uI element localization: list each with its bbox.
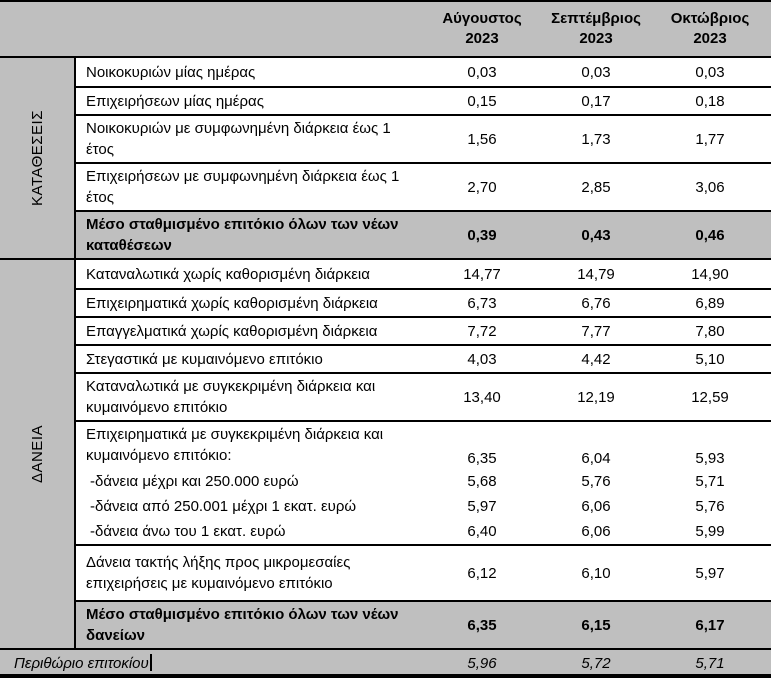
section-label-text: ΔΑΝΕΙΑ <box>28 424 46 484</box>
loans-rows <box>76 260 771 648</box>
cell-value-aug[interactable]: 4,03 <box>467 350 497 368</box>
cell-value-sep[interactable]: 6,15 <box>581 616 611 634</box>
column-header-september[interactable] <box>539 9 653 49</box>
table-row <box>76 114 771 162</box>
cell-value-sep[interactable]: 6,04 <box>581 450 611 467</box>
cell-value-aug[interactable]: 5,68 <box>467 473 497 490</box>
cell-value-sep[interactable]: 6,06 <box>581 523 611 540</box>
cell-value-sep[interactable]: 14,79 <box>577 265 615 283</box>
cell-value-oct[interactable]: 5,97 <box>695 564 725 582</box>
row-label[interactable]: -δάνεια μέχρι και 250.000 ευρώ <box>90 473 299 490</box>
table-row-group-head <box>76 420 771 469</box>
section-loans <box>0 260 771 650</box>
cell-value-oct[interactable]: 0,18 <box>695 92 725 110</box>
row-label[interactable]: Νοικοκυριών μίας ημέρας <box>86 63 256 81</box>
cell-value-sep[interactable]: 6,10 <box>581 564 611 582</box>
table-row <box>76 288 771 316</box>
row-label[interactable]: Επαγγελματικά χωρίς καθορισμένη διάρκεια <box>86 322 378 340</box>
cell-value-aug[interactable]: 1,56 <box>467 130 497 148</box>
cell-value-aug[interactable]: 0,03 <box>467 63 497 81</box>
cell-value-oct[interactable]: 5,76 <box>695 498 725 515</box>
footer-row-margin <box>0 650 771 677</box>
table-row <box>76 316 771 344</box>
row-label[interactable]: Επιχειρηματικά χωρίς καθορισμένη διάρκεια <box>86 294 378 312</box>
cell-value-sep[interactable]: 5,72 <box>581 655 611 672</box>
cell-value-oct[interactable]: 14,90 <box>691 265 729 283</box>
table-sub-row <box>76 494 771 519</box>
column-header-august[interactable] <box>425 9 539 49</box>
row-label[interactable]: Μέσο σταθμισμένο επιτόκιο όλων των νέων καταθέσεων <box>86 216 399 254</box>
cell-value-aug[interactable]: 0,15 <box>467 92 497 110</box>
cell-value-sep[interactable]: 2,85 <box>581 178 611 196</box>
table-row <box>76 544 771 600</box>
row-label[interactable]: Επιχειρηματικά με συγκεκριμένη διάρκεια και κυμαινόμενο επιτόκιο: <box>86 426 384 464</box>
section-deposits <box>0 58 771 260</box>
cell-value-oct[interactable]: 6,89 <box>695 294 725 312</box>
cell-value-sep[interactable]: 6,76 <box>581 294 611 312</box>
cell-value-oct[interactable]: 0,03 <box>695 63 725 81</box>
column-year: 2023 <box>693 30 727 47</box>
row-label[interactable]: Καταναλωτικά χωρίς καθορισμένη διάρκεια <box>86 265 370 283</box>
deposits-rows <box>76 58 771 258</box>
cell-value-aug[interactable]: 13,40 <box>463 388 501 406</box>
cell-value-oct[interactable]: 5,99 <box>695 523 725 540</box>
cell-value-sep[interactable]: 7,77 <box>581 322 611 340</box>
table-header-row <box>0 2 771 58</box>
table-row <box>76 86 771 114</box>
row-label[interactable]: Επιχειρήσεων με συμφωνημένη διάρκεια έως 1 έτος <box>86 168 400 206</box>
cell-value-oct[interactable]: 3,06 <box>695 178 725 196</box>
cell-value-sep[interactable]: 0,03 <box>581 63 611 81</box>
section-label-text: ΚΑΤΑΘΕΣΕΙΣ <box>28 109 46 207</box>
cell-value-sep[interactable]: 5,76 <box>581 473 611 490</box>
cell-value-aug[interactable]: 5,97 <box>467 498 497 515</box>
cell-value-oct[interactable]: 5,71 <box>695 655 725 672</box>
cell-value-sep[interactable]: 4,42 <box>581 350 611 368</box>
cell-value-oct[interactable]: 1,77 <box>695 130 725 148</box>
column-month: Σεπτέμβριος <box>551 10 641 27</box>
cell-value-sep[interactable]: 0,43 <box>581 226 611 244</box>
column-year: 2023 <box>465 30 499 47</box>
cell-value-oct[interactable]: 5,93 <box>695 450 725 467</box>
deposits-summary-row <box>76 210 771 258</box>
table-sub-row <box>76 469 771 494</box>
cell-value-aug[interactable]: 7,72 <box>467 322 497 340</box>
row-label[interactable]: Νοικοκυριών με συμφωνημένη διάρκεια έως 1 έτος <box>86 120 391 158</box>
column-year: 2023 <box>579 30 613 47</box>
row-label[interactable]: Στεγαστικά με κυμαινόμενο επιτόκιο <box>86 350 323 368</box>
column-header-october[interactable] <box>653 9 767 49</box>
row-label[interactable]: Μέσο σταθμισμένο επιτόκιο όλων των νέων δανείων <box>86 606 399 644</box>
cell-value-aug[interactable]: 14,77 <box>463 265 501 283</box>
row-label[interactable]: Επιχειρήσεων μίας ημέρας <box>86 92 264 110</box>
cell-value-aug[interactable]: 2,70 <box>467 178 497 196</box>
cell-value-oct[interactable]: 12,59 <box>691 388 729 406</box>
row-label[interactable]: -δάνεια άνω του 1 εκατ. ευρώ <box>90 523 286 540</box>
cell-value-sep[interactable]: 1,73 <box>581 130 611 148</box>
cell-value-aug[interactable]: 6,40 <box>467 523 497 540</box>
cell-value-oct[interactable]: 5,10 <box>695 350 725 368</box>
footer-label-text: Περιθώριο επιτοκίου <box>14 655 149 672</box>
column-month: Αύγουστος <box>442 10 522 27</box>
cell-value-aug[interactable]: 6,35 <box>467 616 497 634</box>
column-month: Οκτώβριος <box>670 10 750 27</box>
cell-value-aug[interactable]: 6,73 <box>467 294 497 312</box>
cell-value-aug[interactable]: 6,12 <box>467 564 497 582</box>
table-row <box>76 162 771 210</box>
cell-value-aug[interactable]: 5,96 <box>467 655 497 672</box>
table-sub-row <box>76 519 771 544</box>
table-row <box>76 372 771 420</box>
footer-label[interactable] <box>0 651 425 676</box>
row-label[interactable]: -δάνεια από 250.001 μέχρι 1 εκατ. ευρώ <box>90 498 357 515</box>
table-row <box>76 260 771 288</box>
table-row <box>76 344 771 372</box>
cell-value-oct[interactable]: 0,46 <box>695 226 725 244</box>
cell-value-aug[interactable]: 6,35 <box>467 450 497 467</box>
text-cursor <box>150 654 152 671</box>
cell-value-oct[interactable]: 6,17 <box>695 616 725 634</box>
cell-value-oct[interactable]: 5,71 <box>695 473 725 490</box>
cell-value-sep[interactable]: 0,17 <box>581 92 611 110</box>
cell-value-sep[interactable]: 12,19 <box>577 388 615 406</box>
section-label-deposits[interactable] <box>0 58 76 258</box>
cell-value-sep[interactable]: 6,06 <box>581 498 611 515</box>
loans-summary-row <box>76 600 771 648</box>
section-label-loans[interactable] <box>0 260 76 648</box>
cell-value-aug[interactable]: 0,39 <box>467 226 497 244</box>
row-label[interactable]: Δάνεια τακτής λήξης προς μικρομεσαίες επιχειρήσεις με κυμαινόμενο επιτόκιο <box>86 554 351 592</box>
cell-value-oct[interactable]: 7,80 <box>695 322 725 340</box>
table-row <box>76 58 771 86</box>
row-label[interactable]: Καταναλωτικά με συγκεκριμένη διάρκεια και κυμαινόμενο επιτόκιο <box>86 378 376 416</box>
